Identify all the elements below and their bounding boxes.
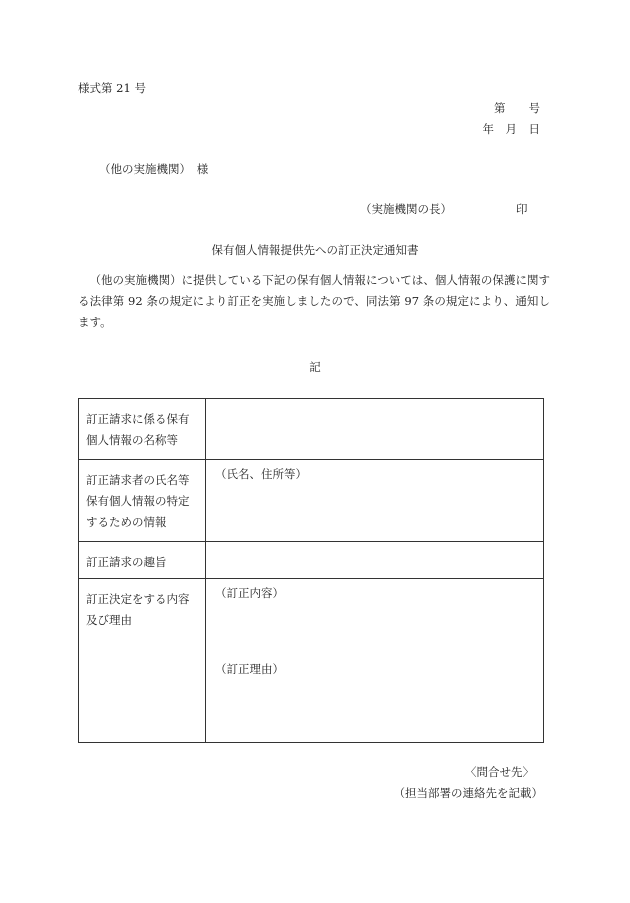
table-row	[79, 399, 544, 460]
row-label: 訂正請求に係る保有個人情報の名称等	[86, 412, 190, 447]
document-number-line: 第 号	[494, 101, 540, 115]
table-row	[79, 460, 544, 542]
row-value	[206, 542, 543, 546]
row-label-cell	[79, 579, 206, 743]
row-value: （訂正内容）	[215, 586, 284, 600]
sender-label: （実施機関の長）	[360, 202, 452, 216]
table-row	[79, 542, 544, 579]
row-value	[206, 399, 543, 403]
notice-table	[78, 398, 544, 743]
ki-heading: 記	[309, 360, 321, 374]
body-paragraph: （他の実施機関）に提供している下記の保有個人情報については、個人情報の保護に関する法律第 92 条の規定により訂正を実施しましたので、同法第 97 条の規定により、通知します。	[78, 273, 550, 329]
row-value-cell	[206, 542, 544, 579]
row-label: 訂正決定をする内容及び理由	[86, 592, 190, 627]
row-label: 訂正請求者の氏名等保有個人情報の特定するための情報	[86, 473, 190, 529]
row-label-cell	[79, 460, 206, 542]
row-label: 訂正請求の趣旨	[86, 555, 167, 569]
addressee: （他の実施機関） 様	[99, 162, 209, 176]
table-row	[79, 579, 544, 743]
row-value-cell	[206, 460, 544, 542]
contact-heading: 〈問合せ先〉	[465, 765, 534, 779]
form-number: 様式第 21 号	[78, 81, 146, 95]
row-value-secondary: （訂正理由）	[215, 662, 284, 676]
document-title: 保有個人情報提供先への訂正決定通知書	[211, 243, 419, 257]
row-label-cell	[79, 399, 206, 460]
row-value-cell	[206, 579, 544, 743]
seal-mark: 印	[516, 202, 528, 216]
row-value: （氏名、住所等）	[215, 467, 307, 481]
row-value-cell	[206, 399, 544, 460]
date-line: 年 月 日	[482, 122, 540, 136]
row-label-cell	[79, 542, 206, 579]
contact-body: （担当部署の連絡先を記載）	[393, 786, 543, 800]
